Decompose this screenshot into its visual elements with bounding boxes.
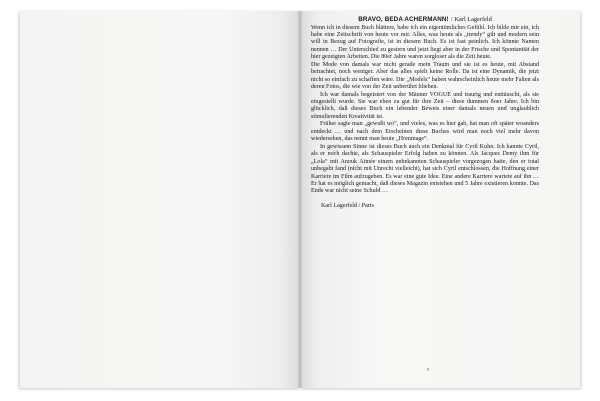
- left-page: [20, 11, 300, 388]
- essay-title-bold: BRAVO, BEDA ACHERMANN!: [358, 16, 449, 23]
- right-page-text: [311, 16, 539, 210]
- paragraph: Wenn ich in diesem Buch blättere, habe ich ein eigentümliches Gefühl. Ich bilde mir ein, ich habe eine Zeitschrift von heute vor mir. Alles, was heute als „trendy“ gilt und modern sein will in Bezug auf Fotografie, ist in diesem Buch. Es ist fast peinlich. Ich könnte Namen nennen … Der Unterschied zu gestern und jetzt liegt aber in der Frische und Spontanität der hier gezeigten Arbeiten. Die 80er Jahre waren sorgloser als die Zeit heute.: [311, 24, 539, 61]
- paragraph: Früher sagte man „gewußt wo“, und vieles, was es hier gab, hat man oft später woanders entdeckt … und nach dem Erscheinen diese Buches wird man noch viel mehr davon wiedersehen, das nennt man heute „Hommage“.: [311, 121, 539, 143]
- essay-author: Karl Lagerfeld: [454, 16, 492, 23]
- essay-title: [311, 16, 539, 24]
- paragraph: Ich war damals begeistert von der Männer VOGUE und traurig und enttäuscht, als sie eingestellt wurde. Sie war eben zu gut für ihre Zeit – diese dummen 8oer Jahre. Ich bin glücklich, daß dieses Buch ein lebender Beweis einer damals neuen und unglaublich stimulierenden Kreativität ist.: [311, 91, 539, 120]
- book-gutter: [297, 11, 303, 388]
- paragraph: Die Mode von damals war nicht gerade mein Traum und sie ist es heute, mit Abstand betrachtet, noch weniger. Aber das alles spielt keine Rolle. Da ist eine Dynamik, die jetzt nicht so einfach zu schaffen wäre. Die „Models“ haben wahrscheinlich heute mehr Falten als deren Fotos, die wie von der Zeit unberührt blieben.: [311, 61, 539, 91]
- page-number: 9: [427, 368, 429, 372]
- paragraph: In gewissem Sinne ist dieses Buch auch ein Denkmal für Cyril Kuhn. Ich kannte Cyril, als er noch dachte, als Schauspieler Erfolg haben zu können. Als Jacques Demy ihm für „Lola“ mit Anouk Aimée einem unbekannten Schauspieler vorgezogen hatte, den er total unbegabt fand (nicht mit Unrecht vielleicht), hat sich Cyril entschlossen, die Hoffnung einer Karriere im Film aufzugeben. Es war eine gute Idee. Eine andere Karriere wartete auf ihn … Er hat es möglich gemacht, daß dieses Magazin entstehen und 5 Jahre existieren konnte. Das Ende war nicht seine Schuld …: [311, 143, 539, 195]
- title-separator: /: [450, 16, 453, 23]
- signature: Karl Lagerfeld / Paris: [321, 202, 374, 209]
